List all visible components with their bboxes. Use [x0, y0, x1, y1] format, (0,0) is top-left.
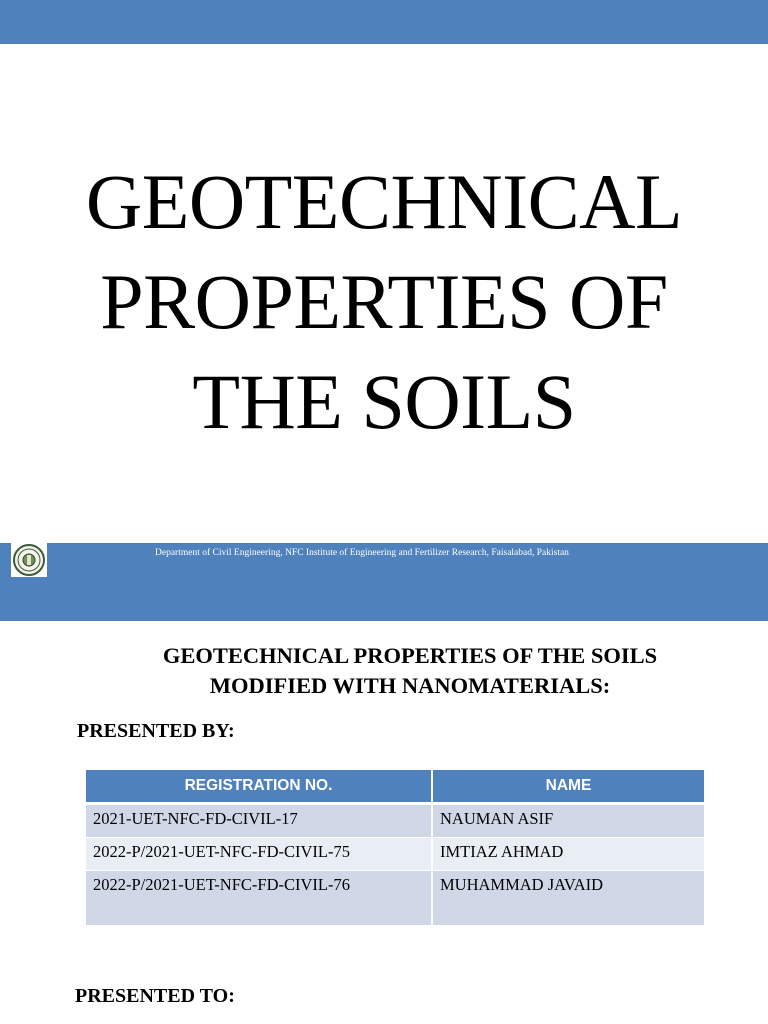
department-text: Department of Civil Engineering, NFC Institute of Engineering and Fertilizer Research, Faisalabad, Pakistan [155, 548, 569, 558]
members-table [86, 770, 704, 926]
registration-cell: 2022-P/2021-UET-NFC-FD-CIVIL-75 [86, 838, 432, 871]
name-cell: IMTIAZ AHMAD [432, 838, 704, 871]
name-cell: MUHAMMAD JAVAID [432, 871, 704, 926]
top-accent-bar [0, 0, 768, 44]
table-header-row [86, 770, 704, 804]
registration-cell: 2021-UET-NFC-FD-CIVIL-17 [86, 804, 432, 838]
title-line-1: GEOTECHNICAL [85, 158, 683, 245]
table-row [86, 804, 704, 838]
table-row [86, 838, 704, 871]
title-line-2: PROPERTIES OF [100, 258, 668, 345]
institute-seal-icon [11, 543, 47, 577]
name-cell: NAUMAN ASIF [432, 804, 704, 838]
page-title [0, 152, 768, 452]
table-row [86, 871, 704, 926]
column-header-name: NAME [432, 770, 704, 804]
column-header-registration: REGISTRATION NO. [86, 770, 432, 804]
presented-to-label: PRESENTED TO: [75, 985, 235, 1007]
registration-cell: 2022-P/2021-UET-NFC-FD-CIVIL-76 [86, 871, 432, 926]
presentation-subtitle [0, 641, 768, 701]
title-line-3: THE SOILS [192, 358, 576, 445]
subtitle-line-2: MODIFIED WITH NANOMATERIALS: [209, 673, 611, 698]
presented-by-label: PRESENTED BY: [77, 720, 235, 742]
subtitle-line-1: GEOTECHNICAL PROPERTIES OF THE SOILS [162, 643, 658, 668]
